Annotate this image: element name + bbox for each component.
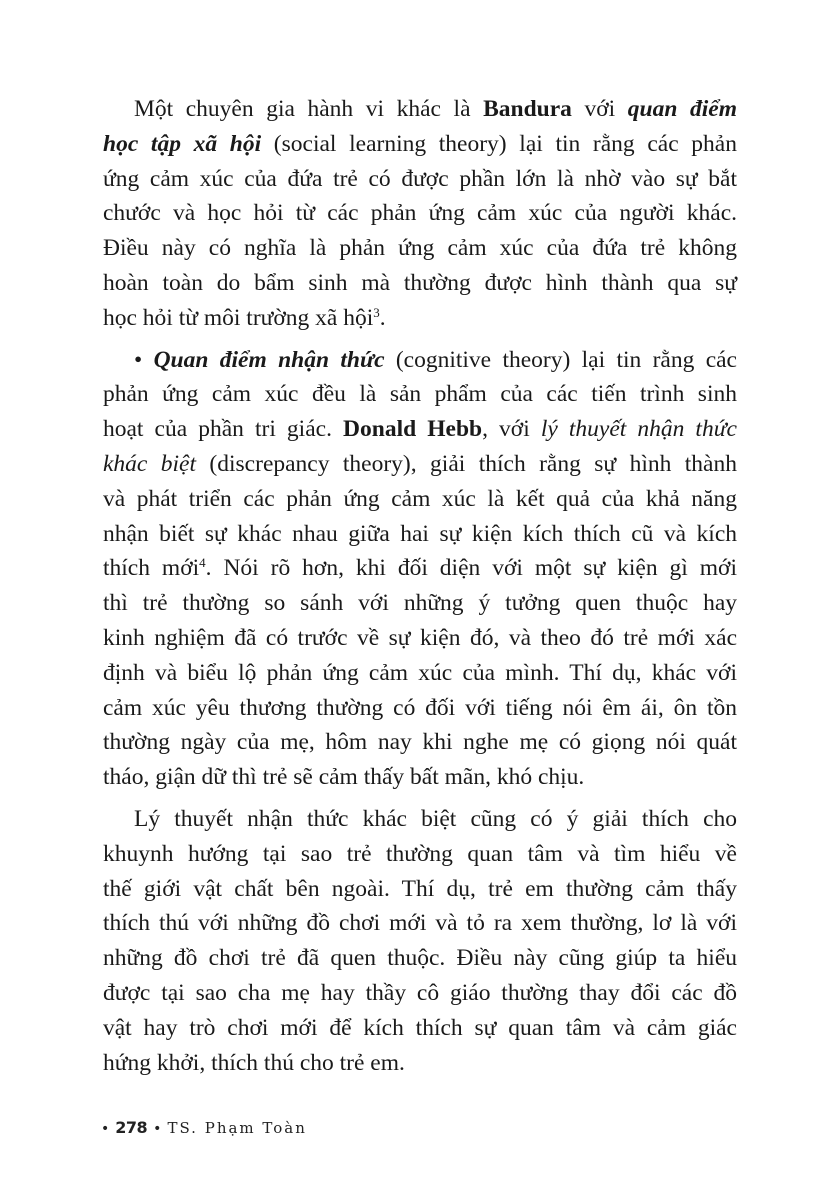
text-run: Điều này có nghĩa là phản ứng cảm xúc của đứa trẻ không bbox=[103, 235, 737, 262]
body-text bbox=[103, 92, 737, 1080]
text-line bbox=[103, 266, 737, 301]
author-name: TS. Phạm Toàn bbox=[167, 1119, 307, 1137]
text-run: thì trẻ thường so sánh với những ý tưởng quen thuộc hay bbox=[103, 590, 737, 617]
text-run: ứng cảm xúc của đứa trẻ có được phần lớn là nhờ vào sự bắt bbox=[103, 165, 737, 192]
paragraph bbox=[103, 92, 737, 336]
footnote-ref: 4 bbox=[199, 555, 206, 571]
text-line bbox=[103, 92, 737, 127]
text-line bbox=[103, 412, 737, 447]
text-run: . bbox=[379, 304, 386, 331]
text-line bbox=[103, 586, 737, 621]
italic-term: lý thuyết nhận thức bbox=[540, 416, 737, 443]
text-line bbox=[103, 837, 737, 872]
text-run: và phát triển các phản ứng cảm xúc là kết quả của khả năng bbox=[103, 485, 737, 512]
text-run: hứng khởi, thích thú cho trẻ em. bbox=[103, 1049, 405, 1076]
text-line bbox=[103, 760, 737, 795]
text-run: (discrepancy theory), giải thích rằng sự hình thành bbox=[196, 450, 737, 477]
bold-text: Bandura bbox=[483, 96, 572, 122]
text-run: thường ngày của mẹ, hôm nay khi nghe mẹ có giọng nói quát bbox=[103, 729, 737, 756]
text-line bbox=[103, 162, 737, 197]
text-line bbox=[103, 447, 737, 482]
text-run: Lý thuyết nhận thức khác biệt cũng có ý giải thích cho bbox=[134, 805, 737, 832]
footnote-ref: 3 bbox=[373, 304, 380, 320]
text-run: (cognitive theory) lại tin rằng các bbox=[384, 346, 737, 373]
text-line bbox=[103, 1046, 737, 1081]
text-line bbox=[103, 656, 737, 691]
footer-separator: • bbox=[153, 1121, 162, 1137]
paragraph bbox=[103, 343, 737, 795]
text-run: nhận biết sự khác nhau giữa hai sự kiện kích thích cũ và kích bbox=[103, 520, 737, 547]
text-run: tháo, giận dữ thì trẻ sẽ cảm thấy bất mãn, khó chịu. bbox=[103, 764, 585, 791]
text-run: những đồ chơi trẻ đã quen thuộc. Điều này cũng giúp ta hiểu bbox=[103, 945, 737, 972]
text-line bbox=[103, 231, 737, 266]
text-line bbox=[103, 976, 737, 1011]
bold-italic-term: học tập xã hội bbox=[103, 130, 262, 157]
text-run: học hỏi từ môi trường xã hội bbox=[103, 304, 374, 331]
text-line bbox=[103, 482, 737, 517]
footer-bullet: • bbox=[101, 1121, 110, 1137]
text-run: thích thú với những đồ chơi mới và tỏ ra xem thường, lơ là với bbox=[103, 910, 737, 937]
page-number: 278 bbox=[115, 1118, 148, 1137]
text-run: cảm xúc yêu thương thường có đối với tiếng nói êm ái, ôn tồn bbox=[103, 694, 737, 721]
text-run: . Nói rõ hơn, khi đối diện với một sự kiện gì mới bbox=[205, 555, 737, 582]
text-run: với bbox=[571, 96, 628, 122]
bold-italic-term: Quan điểm nhận thức bbox=[153, 346, 385, 373]
text-run: được tại sao cha mẹ hay thầy cô giáo thường thay đổi các đồ bbox=[103, 979, 737, 1006]
text-line bbox=[103, 517, 737, 552]
text-line bbox=[103, 377, 737, 412]
text-run: vật hay trò chơi mới để kích thích sự quan tâm và cảm giác bbox=[103, 1014, 737, 1041]
text-line bbox=[103, 343, 737, 378]
text-line bbox=[103, 941, 737, 976]
text-run: • bbox=[134, 346, 154, 373]
text-run: thích mới bbox=[103, 555, 200, 582]
text-run: phản ứng cảm xúc đều là sản phẩm của các tiến trình sinh bbox=[103, 381, 737, 408]
bold-text: Donald Hebb bbox=[343, 416, 483, 443]
text-line bbox=[103, 1011, 737, 1046]
page-footer bbox=[101, 1118, 307, 1138]
text-line bbox=[103, 127, 737, 162]
text-run: Một chuyên gia hành vi khác là bbox=[134, 96, 484, 122]
text-run: , với bbox=[482, 416, 541, 443]
text-line bbox=[103, 621, 737, 656]
text-run: chước và học hỏi từ các phản ứng cảm xúc của người khác. bbox=[103, 200, 737, 227]
text-line bbox=[103, 802, 737, 837]
text-run: hoàn toàn do bẩm sinh mà thường được hình thành qua sự bbox=[103, 269, 737, 296]
text-line bbox=[103, 301, 737, 336]
text-run: thế giới vật chất bên ngoài. Thí dụ, trẻ em thường cảm thấy bbox=[103, 875, 737, 902]
text-line bbox=[103, 725, 737, 760]
paragraph bbox=[103, 802, 737, 1080]
text-line bbox=[103, 906, 737, 941]
text-line bbox=[103, 872, 737, 907]
text-line bbox=[103, 551, 737, 586]
text-run: (social learning theory) lại tin rằng các phản bbox=[261, 130, 737, 157]
italic-term: khác biệt bbox=[103, 450, 197, 477]
text-run: định và biểu lộ phản ứng cảm xúc của mình. Thí dụ, khác với bbox=[103, 659, 737, 686]
text-line bbox=[103, 691, 737, 726]
text-run: khuynh hướng tại sao trẻ thường quan tâm và tìm hiểu về bbox=[103, 840, 737, 867]
text-run: hoạt của phần tri giác. bbox=[103, 416, 344, 443]
text-run: kinh nghiệm đã có trước về sự kiện đó, và theo đó trẻ mới xác bbox=[103, 624, 737, 651]
bold-italic-term: quan điểm bbox=[627, 96, 737, 122]
text-line bbox=[103, 196, 737, 231]
